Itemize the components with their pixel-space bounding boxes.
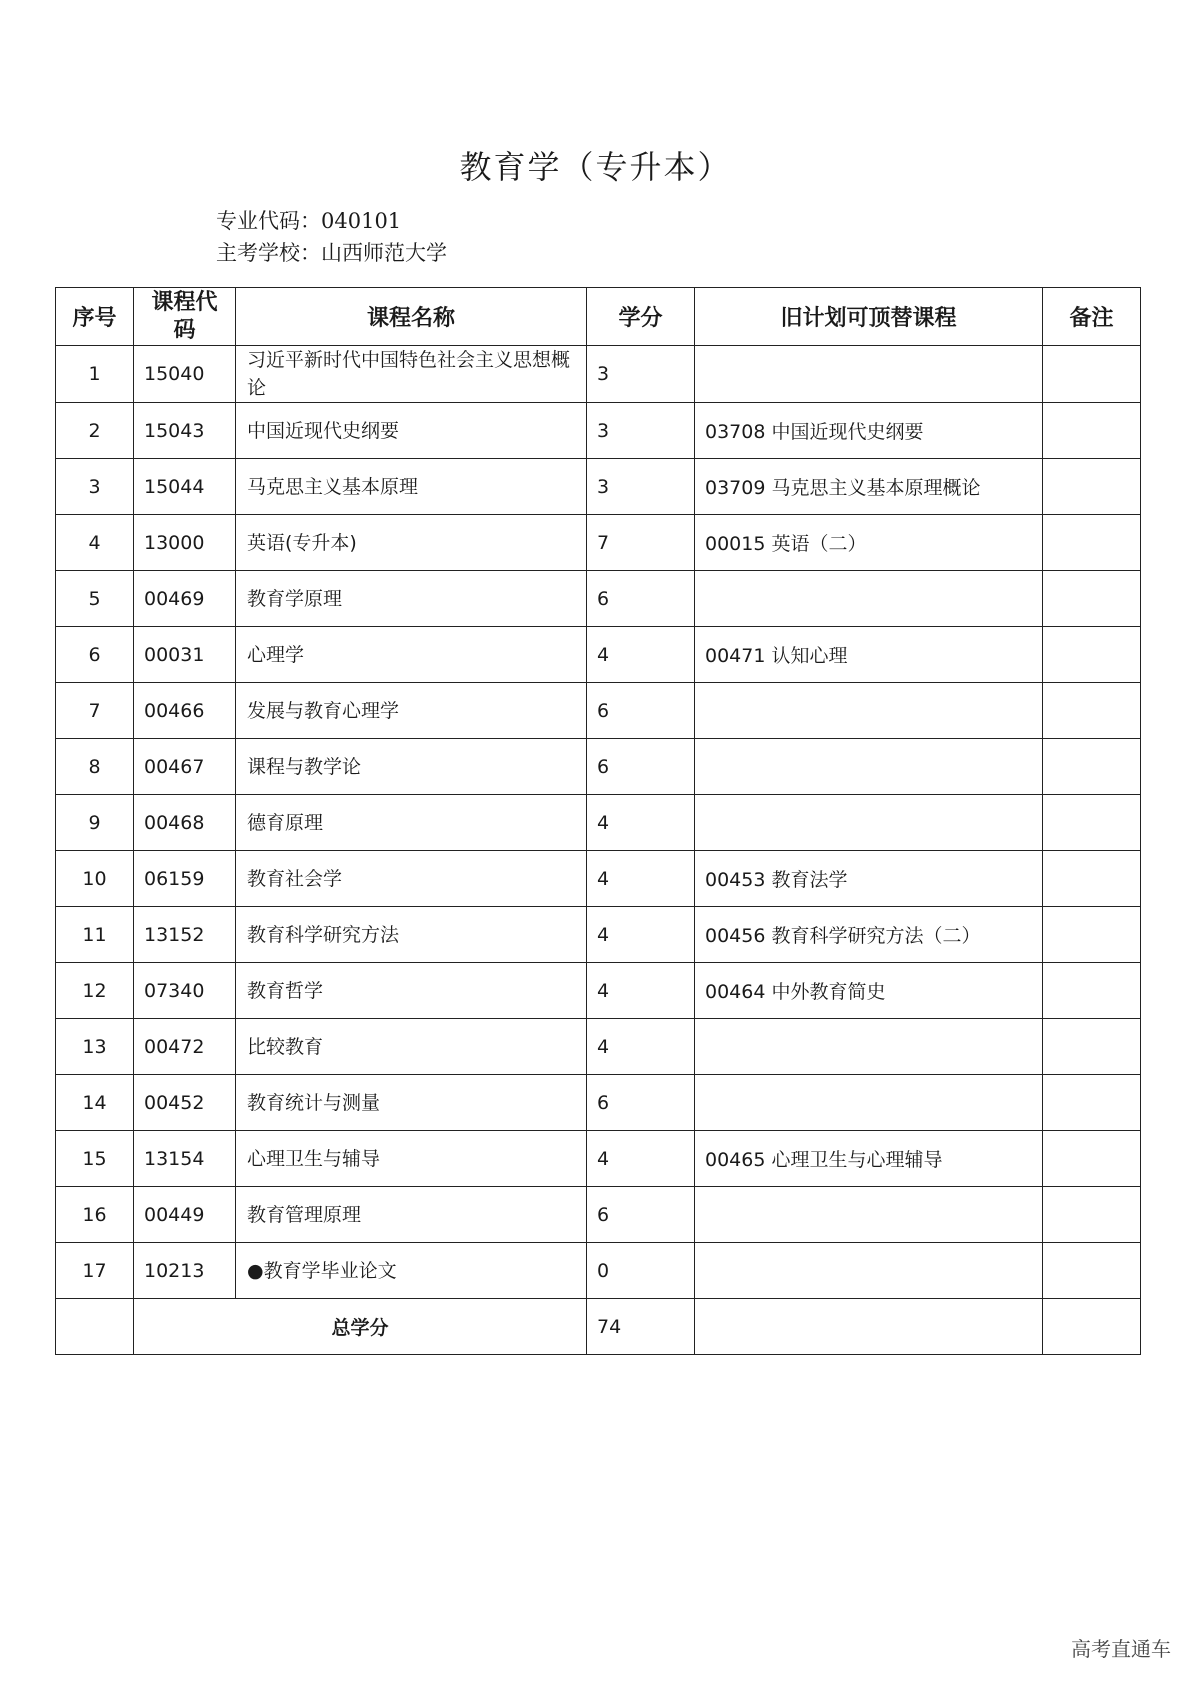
table-row [56,403,1141,459]
row-index: 10 [56,851,134,907]
course-name: 英语(专升本) [236,515,587,571]
course-name: 教育学原理 [236,571,587,627]
table-row [56,1187,1141,1243]
replacement-course: 00015 英语（二） [695,515,1043,571]
course-name: 德育原理 [236,795,587,851]
course-code: 00452 [134,1075,236,1131]
row-index: 16 [56,1187,134,1243]
course-note [1043,739,1141,795]
course-credit: 4 [587,963,695,1019]
course-code: 00467 [134,739,236,795]
page-title: 教育学（专升本） [459,148,732,186]
course-name: 课程与教学论 [236,739,587,795]
course-name: 教育科学研究方法 [236,907,587,963]
course-credit: 6 [587,1187,695,1243]
table-row [56,851,1141,907]
row-index: 2 [56,403,134,459]
replacement-course: 00471 认知心理 [695,627,1043,683]
header-credit: 学分 [587,288,695,346]
course-name: 比较教育 [236,1019,587,1075]
row-index: 13 [56,1019,134,1075]
course-note [1043,346,1141,403]
course-credit: 4 [587,627,695,683]
row-index: 8 [56,739,134,795]
header-replace: 旧计划可顶替课程 [695,288,1043,346]
course-code: 00466 [134,683,236,739]
table-row [56,1019,1141,1075]
replacement-course [695,1187,1043,1243]
course-note [1043,907,1141,963]
course-table-body [56,346,1141,1299]
total-index-cell [56,1299,134,1355]
course-code: 13154 [134,1131,236,1187]
row-index: 5 [56,571,134,627]
table-row [56,795,1141,851]
course-code: 13000 [134,515,236,571]
course-code: 15044 [134,459,236,515]
table-row [56,1131,1141,1187]
header-code: 课程代码 [134,288,236,346]
course-name: 马克思主义基本原理 [236,459,587,515]
course-note [1043,571,1141,627]
course-note [1043,683,1141,739]
row-index: 17 [56,1243,134,1299]
watermark: 高考直通车 [1071,1637,1171,1661]
course-credit: 3 [587,346,695,403]
replacement-course: 03709 马克思主义基本原理概论 [695,459,1043,515]
course-name: 中国近现代史纲要 [236,403,587,459]
table-row [56,683,1141,739]
table-row [56,963,1141,1019]
course-note [1043,403,1141,459]
course-note [1043,627,1141,683]
row-index: 12 [56,963,134,1019]
course-note [1043,459,1141,515]
course-name: 习近平新时代中国特色社会主义思想概论 [236,346,587,403]
course-credit: 7 [587,515,695,571]
total-credit: 74 [587,1299,695,1355]
course-note [1043,515,1141,571]
course-credit: 4 [587,795,695,851]
course-code: 00031 [134,627,236,683]
header-name: 课程名称 [236,288,587,346]
table-row [56,739,1141,795]
total-note-cell [1043,1299,1141,1355]
replacement-course: 00465 心理卫生与心理辅导 [695,1131,1043,1187]
course-note [1043,1243,1141,1299]
table-row [56,1243,1141,1299]
course-table [55,287,1141,1355]
course-name: 心理学 [236,627,587,683]
course-note [1043,963,1141,1019]
course-code: 00472 [134,1019,236,1075]
row-index: 7 [56,683,134,739]
course-name: 教育哲学 [236,963,587,1019]
course-credit: 4 [587,851,695,907]
replacement-course [695,1019,1043,1075]
course-note [1043,1019,1141,1075]
replacement-course: 00453 教育法学 [695,851,1043,907]
course-name: 心理卫生与辅导 [236,1131,587,1187]
course-name: 教育社会学 [236,851,587,907]
replacement-course [695,346,1043,403]
course-code: 00469 [134,571,236,627]
course-credit: 0 [587,1243,695,1299]
table-row [56,571,1141,627]
course-credit: 6 [587,1075,695,1131]
course-name: ●教育学毕业论文 [236,1243,587,1299]
replacement-course [695,795,1043,851]
row-index: 15 [56,1131,134,1187]
course-credit: 6 [587,571,695,627]
table-row [56,1075,1141,1131]
course-credit: 6 [587,683,695,739]
header-note: 备注 [1043,288,1141,346]
course-code: 15040 [134,346,236,403]
total-replace-cell [695,1299,1043,1355]
table-row [56,907,1141,963]
row-index: 11 [56,907,134,963]
replacement-course [695,683,1043,739]
course-name: 教育管理原理 [236,1187,587,1243]
total-label: 总学分 [134,1299,587,1355]
replacement-course: 00464 中外教育简史 [695,963,1043,1019]
row-index: 14 [56,1075,134,1131]
course-code: 00468 [134,795,236,851]
course-credit: 4 [587,1131,695,1187]
course-note [1043,1131,1141,1187]
course-name: 教育统计与测量 [236,1075,587,1131]
replacement-course [695,1243,1043,1299]
header-index: 序号 [56,288,134,346]
course-credit: 3 [587,403,695,459]
total-row [56,1299,1141,1355]
row-index: 6 [56,627,134,683]
course-note [1043,1075,1141,1131]
replacement-course: 00456 教育科学研究方法（二） [695,907,1043,963]
course-code: 00449 [134,1187,236,1243]
course-note [1043,1187,1141,1243]
replacement-course [695,739,1043,795]
table-row [56,346,1141,403]
row-index: 3 [56,459,134,515]
row-index: 9 [56,795,134,851]
course-code: 15043 [134,403,236,459]
major-code: 专业代码：040101 [216,209,402,233]
exam-school: 主考学校：山西师范大学 [216,241,447,265]
table-row [56,459,1141,515]
course-code: 10213 [134,1243,236,1299]
course-credit: 4 [587,907,695,963]
course-code: 06159 [134,851,236,907]
course-note [1043,851,1141,907]
table-header-row [56,288,1141,346]
row-index: 1 [56,346,134,403]
replacement-course [695,1075,1043,1131]
course-code: 07340 [134,963,236,1019]
course-code: 13152 [134,907,236,963]
course-credit: 6 [587,739,695,795]
row-index: 4 [56,515,134,571]
course-note [1043,795,1141,851]
course-credit: 3 [587,459,695,515]
course-name: 发展与教育心理学 [236,683,587,739]
course-credit: 4 [587,1019,695,1075]
replacement-course [695,571,1043,627]
table-row [56,627,1141,683]
replacement-course: 03708 中国近现代史纲要 [695,403,1043,459]
table-row [56,515,1141,571]
